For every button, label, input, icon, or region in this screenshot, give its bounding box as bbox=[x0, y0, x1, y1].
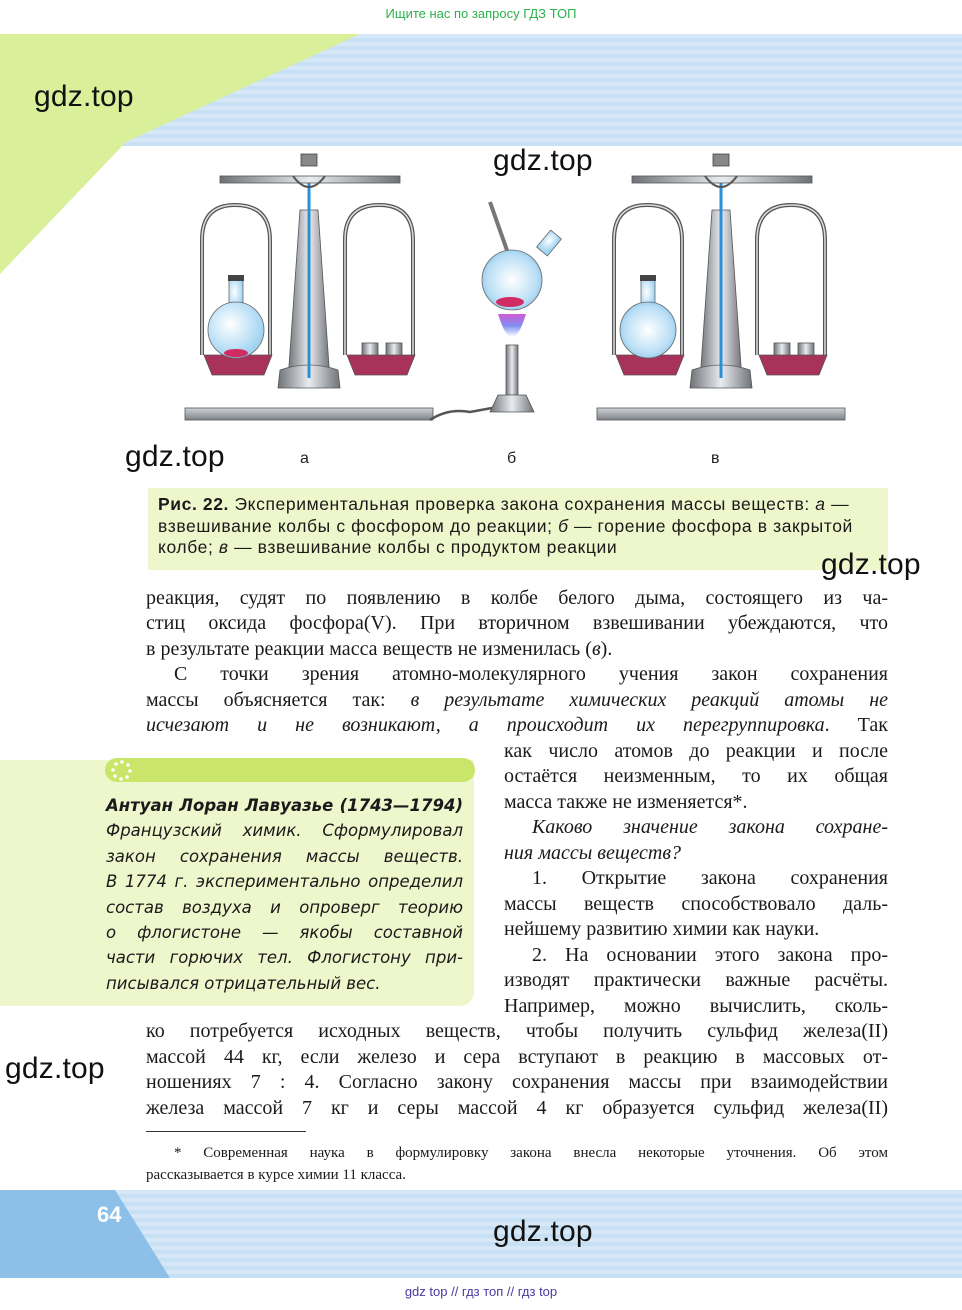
biography-box-header bbox=[105, 758, 475, 782]
watermark: gdz.top bbox=[34, 80, 134, 113]
caption-text: — взвешивание колбы с продуктом реакции bbox=[228, 537, 618, 557]
caption-text: Экспериментальная проверка закона сохранения массы веществ: bbox=[229, 494, 816, 514]
body-line: стиц оксида фосфора(V). При вторичном взвешивании убеждаются, что bbox=[146, 612, 888, 634]
caption-prefix: Рис. 22. bbox=[158, 494, 230, 514]
body-line: ношениях 7 : 4. Согласно закону сохранения массы при взаимодействии bbox=[146, 1071, 888, 1093]
footnote-line: рассказывается в курсе химии 11 класса. bbox=[146, 1167, 406, 1183]
biography-title: Антуан Лоран Лавуазье (1743—1794) bbox=[106, 796, 463, 815]
search-hint: Ищите нас по запросу ГДЗ ТОП bbox=[385, 6, 577, 21]
biography-text bbox=[106, 793, 463, 996]
footnote-rule bbox=[146, 1131, 306, 1132]
body-line: масса также не изменяется*. bbox=[504, 791, 748, 813]
biography-line: Французский химик. Сформулировал bbox=[106, 821, 463, 841]
burner bbox=[430, 202, 561, 420]
biography-line: о флогистоне — якобы составной bbox=[106, 923, 463, 943]
experiment-illustration bbox=[180, 150, 850, 440]
figure-label-v: в bbox=[711, 450, 720, 467]
body-line: 2. На основании этого закона про- bbox=[532, 944, 888, 966]
footnote bbox=[146, 1142, 888, 1186]
watermark: gdz.top bbox=[493, 1215, 593, 1248]
watermark: gdz.top bbox=[5, 1052, 105, 1085]
body-line: 1. Открытие закона сохранения bbox=[532, 867, 888, 889]
figure-label-a: а bbox=[300, 450, 309, 467]
biography-line: части горючих тел. Флогистону при- bbox=[106, 948, 463, 968]
body-line: реакция, судят по появлению в колбе белого дыма, состоящего из ча- bbox=[146, 587, 888, 609]
body-line: остаётся неизменным, то их общая bbox=[504, 765, 888, 787]
body-line: массы веществ способствовало даль- bbox=[504, 893, 888, 915]
figure-label-b: б bbox=[507, 450, 517, 467]
caption-letter: а bbox=[815, 494, 826, 514]
watermark: gdz.top bbox=[125, 440, 225, 473]
body-line: как число атомов до реакции и после bbox=[504, 740, 888, 762]
caption-letter: в bbox=[218, 537, 229, 557]
body-line: изводят практически важные расчёты. bbox=[504, 969, 888, 991]
body-line: железа массой 7 кг и серы массой 4 кг образуется сульфид железа(II) bbox=[146, 1097, 888, 1119]
biography-line: писывался отрицательный вес. bbox=[106, 973, 381, 993]
figure-caption bbox=[148, 488, 888, 570]
caption-letter: б bbox=[558, 515, 569, 536]
body-line: массы объясняется так: в результате химических реакций атомы не bbox=[146, 689, 888, 711]
body-line: массой 44 кг, если железо и сера вступают в реакцию в массовых от- bbox=[146, 1046, 888, 1068]
body-line: исчезают и не возникают, а происходит их перегруппировка. Так bbox=[146, 714, 888, 736]
body-line: С точки зрения атомно-молекулярного учения закон сохранения bbox=[174, 663, 888, 685]
caption-text: — взвешивание колбы с фосфором до реакции; bbox=[158, 494, 850, 536]
biography-line: В 1774 г. экспериментально определил bbox=[106, 872, 463, 892]
balance-right bbox=[597, 154, 845, 420]
question-line: ния массы веществ? bbox=[504, 842, 682, 864]
balance-left bbox=[185, 154, 433, 420]
body-line: нейшему развитию химии как науки. bbox=[504, 918, 820, 940]
body-line: Например, можно вычислить, сколь- bbox=[504, 995, 888, 1017]
biography-line: закон сохранения массы веществ. bbox=[106, 846, 463, 866]
footer-links[interactable]: gdz top // гдз топ // гдз top bbox=[404, 1284, 558, 1299]
page-number: 64 bbox=[97, 1202, 122, 1227]
body-line: в результате реакции масса веществ не изменилась (в). bbox=[146, 638, 613, 660]
footnote-line: * Современная наука в формулировку закона внесла некоторые уточнения. Об этом bbox=[174, 1145, 888, 1161]
watermark: gdz.top bbox=[821, 548, 921, 581]
caption-text: — горение фосфора в закрытой колбе; bbox=[158, 515, 853, 557]
biography-line: состав воздуха и опроверг теорию bbox=[106, 897, 463, 917]
body-line: ко потребуется исходных веществ, чтобы получить сульфид железа(II) bbox=[146, 1020, 888, 1042]
question-line: Каково значение закона сохране- bbox=[532, 816, 888, 838]
sparkle-icon bbox=[110, 759, 134, 781]
watermark: gdz.top bbox=[493, 144, 593, 177]
